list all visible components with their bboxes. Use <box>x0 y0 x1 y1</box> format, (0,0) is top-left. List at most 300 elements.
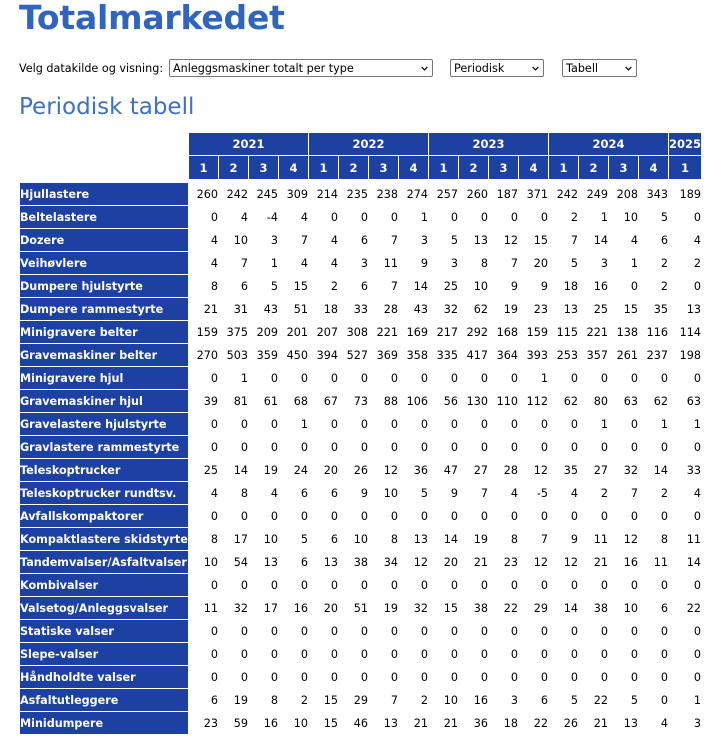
value-cell: 51 <box>279 298 308 321</box>
value-cell: 0 <box>459 367 488 390</box>
value-cell: 4 <box>279 252 308 275</box>
table-row <box>20 344 701 367</box>
value-cell: 12 <box>549 551 578 574</box>
value-cell: 0 <box>489 505 518 528</box>
row-label: Gravemaskiner hjul <box>20 390 188 413</box>
year-header: 2023 <box>429 133 548 156</box>
value-cell: 527 <box>339 344 368 367</box>
value-cell: 235 <box>339 183 368 206</box>
value-cell: 9 <box>519 275 548 298</box>
header-blank <box>20 133 188 156</box>
value-cell: 0 <box>609 436 638 459</box>
value-cell: 16 <box>249 712 278 735</box>
value-cell: 51 <box>339 597 368 620</box>
row-label: Kompaktlastere skidstyrte <box>20 528 188 551</box>
value-cell: 10 <box>429 689 458 712</box>
table-row <box>20 275 701 298</box>
value-cell: 209 <box>249 321 278 344</box>
value-cell: 7 <box>609 482 638 505</box>
value-cell: 3 <box>399 229 428 252</box>
value-cell: 0 <box>579 505 608 528</box>
value-cell: 0 <box>669 643 701 666</box>
value-cell: 270 <box>189 344 218 367</box>
value-cell: 4 <box>279 206 308 229</box>
value-cell: 208 <box>609 183 638 206</box>
table-row <box>20 183 701 206</box>
value-cell: 3 <box>339 252 368 275</box>
value-cell: 2 <box>639 252 668 275</box>
year-header: 2024 <box>549 133 668 156</box>
value-cell: 1 <box>249 252 278 275</box>
value-cell: 0 <box>189 413 218 436</box>
value-cell: 0 <box>609 620 638 643</box>
value-cell: 0 <box>219 643 248 666</box>
value-cell: 2 <box>549 206 578 229</box>
value-cell: 3 <box>579 252 608 275</box>
value-cell: 242 <box>219 183 248 206</box>
value-cell: 0 <box>249 574 278 597</box>
value-cell: 11 <box>369 252 398 275</box>
row-label: Teleskoptrucker <box>20 459 188 482</box>
value-cell: 18 <box>489 712 518 735</box>
value-cell: 12 <box>609 528 638 551</box>
value-cell: 63 <box>669 390 701 413</box>
value-cell: 245 <box>249 183 278 206</box>
value-cell: 0 <box>609 643 638 666</box>
value-cell: 28 <box>489 459 518 482</box>
value-cell: 68 <box>279 390 308 413</box>
row-label: Gravelastere hjulstyrte <box>20 413 188 436</box>
value-cell: 238 <box>369 183 398 206</box>
value-cell: 13 <box>399 528 428 551</box>
value-cell: 0 <box>339 505 368 528</box>
value-cell: 0 <box>279 620 308 643</box>
data-source-select[interactable] <box>169 59 433 77</box>
value-cell: 15 <box>309 689 338 712</box>
value-cell: 0 <box>669 574 701 597</box>
value-cell: 0 <box>399 413 428 436</box>
value-cell: 81 <box>219 390 248 413</box>
value-cell: 0 <box>459 436 488 459</box>
value-cell: 9 <box>489 275 518 298</box>
period-select[interactable] <box>450 59 544 77</box>
value-cell: 13 <box>459 229 488 252</box>
value-cell: 15 <box>519 229 548 252</box>
value-cell: 4 <box>189 482 218 505</box>
value-cell: 11 <box>669 528 701 551</box>
value-cell: 0 <box>639 574 668 597</box>
value-cell: 15 <box>309 712 338 735</box>
value-cell: 14 <box>639 459 668 482</box>
value-cell: 0 <box>219 505 248 528</box>
value-cell: 7 <box>519 528 548 551</box>
value-cell: 0 <box>219 413 248 436</box>
value-cell: 0 <box>609 275 638 298</box>
value-cell: 0 <box>669 436 701 459</box>
value-cell: 0 <box>399 367 428 390</box>
row-label: Dumpere hjulstyrte <box>20 275 188 298</box>
value-cell: 221 <box>369 321 398 344</box>
year-header: 2025 <box>669 133 701 156</box>
value-cell: 21 <box>579 551 608 574</box>
row-label: Statiske valser <box>20 620 188 643</box>
value-cell: 0 <box>429 413 458 436</box>
value-cell: 62 <box>639 390 668 413</box>
value-cell: 4 <box>669 482 701 505</box>
row-label: Minidumpere <box>20 712 188 735</box>
value-cell: 14 <box>219 459 248 482</box>
table-row <box>20 551 701 574</box>
value-cell: 63 <box>609 390 638 413</box>
value-cell: 0 <box>519 643 548 666</box>
value-cell: 7 <box>279 229 308 252</box>
value-cell: 15 <box>609 298 638 321</box>
value-cell: 0 <box>249 620 278 643</box>
value-cell: 0 <box>249 436 278 459</box>
value-cell: 0 <box>669 666 701 689</box>
value-cell: 260 <box>189 183 218 206</box>
value-cell: 13 <box>369 712 398 735</box>
value-cell: 207 <box>309 321 338 344</box>
value-cell: 138 <box>609 321 638 344</box>
quarter-header: 1 <box>669 156 701 179</box>
value-cell: 21 <box>429 712 458 735</box>
value-cell: 16 <box>279 597 308 620</box>
value-cell: 10 <box>219 229 248 252</box>
value-cell: 21 <box>189 298 218 321</box>
value-cell: 6 <box>639 597 668 620</box>
value-cell: 115 <box>549 321 578 344</box>
value-cell: 0 <box>429 620 458 643</box>
periodic-table <box>19 133 702 735</box>
value-cell: 4 <box>249 482 278 505</box>
value-cell: 3 <box>489 689 518 712</box>
value-cell: 0 <box>519 620 548 643</box>
value-cell: 15 <box>429 597 458 620</box>
value-cell: 16 <box>609 551 638 574</box>
value-cell: 10 <box>339 528 368 551</box>
value-cell: 6 <box>279 551 308 574</box>
value-cell: 0 <box>549 666 578 689</box>
quarter-header: 2 <box>219 156 248 179</box>
value-cell: 19 <box>249 459 278 482</box>
value-cell: 0 <box>339 666 368 689</box>
value-cell: 4 <box>639 712 668 735</box>
value-cell: 32 <box>609 459 638 482</box>
value-cell: 0 <box>549 505 578 528</box>
value-cell: 5 <box>549 689 578 712</box>
value-cell: 357 <box>579 344 608 367</box>
value-cell: 9 <box>339 482 368 505</box>
value-cell: 19 <box>459 528 488 551</box>
value-cell: 7 <box>369 689 398 712</box>
value-cell: 0 <box>399 505 428 528</box>
value-cell: 375 <box>219 321 248 344</box>
value-cell: 0 <box>669 620 701 643</box>
value-cell: 23 <box>519 298 548 321</box>
value-cell: 0 <box>579 666 608 689</box>
value-cell: 0 <box>249 367 278 390</box>
value-cell: 0 <box>369 413 398 436</box>
value-cell: 0 <box>189 666 218 689</box>
value-cell: 0 <box>489 413 518 436</box>
value-cell: 18 <box>549 275 578 298</box>
value-cell: 10 <box>189 551 218 574</box>
value-cell: 35 <box>549 459 578 482</box>
value-cell: 5 <box>249 275 278 298</box>
value-cell: 0 <box>459 643 488 666</box>
value-cell: 0 <box>189 505 218 528</box>
row-label: Dozere <box>20 229 188 252</box>
value-cell: 20 <box>519 252 548 275</box>
value-cell: 25 <box>189 459 218 482</box>
value-cell: 19 <box>489 298 518 321</box>
value-cell: 2 <box>639 275 668 298</box>
quarter-header: 1 <box>309 156 338 179</box>
value-cell: 8 <box>189 275 218 298</box>
quarter-header: 1 <box>429 156 458 179</box>
value-cell: 5 <box>639 206 668 229</box>
value-cell: 0 <box>639 505 668 528</box>
value-cell: 0 <box>369 620 398 643</box>
value-cell: 1 <box>279 413 308 436</box>
value-cell: 11 <box>189 597 218 620</box>
value-cell: 54 <box>219 551 248 574</box>
value-cell: 0 <box>309 643 338 666</box>
value-cell: 9 <box>429 482 458 505</box>
value-cell: 0 <box>639 689 668 712</box>
value-cell: 0 <box>189 367 218 390</box>
value-cell: 9 <box>399 252 428 275</box>
value-cell: 364 <box>489 344 518 367</box>
value-cell: 169 <box>399 321 428 344</box>
value-cell: 6 <box>309 482 338 505</box>
value-cell: 308 <box>339 321 368 344</box>
table-row <box>20 321 701 344</box>
value-cell: 38 <box>579 597 608 620</box>
value-cell: 0 <box>279 367 308 390</box>
value-cell: 0 <box>309 620 338 643</box>
value-cell: 0 <box>399 436 428 459</box>
value-cell: 5 <box>609 689 638 712</box>
value-cell: 0 <box>399 643 428 666</box>
value-cell: 0 <box>609 367 638 390</box>
value-cell: 4 <box>669 229 701 252</box>
value-cell: 9 <box>549 528 578 551</box>
value-cell: 0 <box>579 367 608 390</box>
row-label: Håndholdte valser <box>20 666 188 689</box>
value-cell: 46 <box>339 712 368 735</box>
value-cell: 26 <box>339 459 368 482</box>
value-cell: 1 <box>219 367 248 390</box>
chevron-down-icon <box>625 65 632 72</box>
value-cell: 1 <box>669 689 701 712</box>
value-cell: 0 <box>639 620 668 643</box>
value-cell: 0 <box>459 574 488 597</box>
period-select-value: Periodisk <box>454 61 505 75</box>
value-cell: 0 <box>639 367 668 390</box>
quarter-header: 1 <box>189 156 218 179</box>
value-cell: 12 <box>489 229 518 252</box>
value-cell: 1 <box>579 206 608 229</box>
row-label: Hjullastere <box>20 183 188 206</box>
value-cell: 36 <box>459 712 488 735</box>
year-header: 2022 <box>309 133 428 156</box>
value-cell: 253 <box>549 344 578 367</box>
value-cell: 292 <box>459 321 488 344</box>
value-cell: 0 <box>429 574 458 597</box>
value-cell: 6 <box>639 229 668 252</box>
value-cell: 260 <box>459 183 488 206</box>
table-row <box>20 712 701 735</box>
value-cell: 0 <box>399 620 428 643</box>
table-row <box>20 689 701 712</box>
value-cell: 43 <box>249 298 278 321</box>
year-header: 2021 <box>189 133 308 156</box>
value-cell: 13 <box>249 551 278 574</box>
value-cell: 73 <box>339 390 368 413</box>
value-cell: 3 <box>429 252 458 275</box>
value-cell: 27 <box>459 459 488 482</box>
page-title: Totalmarkedet <box>19 0 285 37</box>
table-row <box>20 206 701 229</box>
value-cell: 0 <box>369 505 398 528</box>
quarter-header: 3 <box>249 156 278 179</box>
value-cell: 14 <box>549 597 578 620</box>
value-cell: 35 <box>639 298 668 321</box>
value-cell: 187 <box>489 183 518 206</box>
value-cell: 159 <box>189 321 218 344</box>
value-cell: 11 <box>579 528 608 551</box>
value-cell: 0 <box>489 620 518 643</box>
table-row <box>20 390 701 413</box>
controls-label: Velg datakilde og visning: <box>19 61 164 75</box>
value-cell: 0 <box>279 643 308 666</box>
quarter-header: 4 <box>639 156 668 179</box>
value-cell: 29 <box>339 689 368 712</box>
value-cell: 6 <box>309 528 338 551</box>
quarter-header: 2 <box>339 156 368 179</box>
value-cell: 6 <box>339 275 368 298</box>
value-cell: 221 <box>579 321 608 344</box>
value-cell: 0 <box>339 574 368 597</box>
value-cell: 0 <box>279 666 308 689</box>
value-cell: 0 <box>339 643 368 666</box>
value-cell: 13 <box>669 298 701 321</box>
value-cell: 0 <box>459 413 488 436</box>
value-cell: 0 <box>579 574 608 597</box>
value-cell: 242 <box>549 183 578 206</box>
value-cell: 0 <box>669 505 701 528</box>
table-row <box>20 482 701 505</box>
value-cell: 159 <box>519 321 548 344</box>
value-cell: 359 <box>249 344 278 367</box>
value-cell: 0 <box>399 666 428 689</box>
value-cell: 0 <box>369 436 398 459</box>
value-cell: 4 <box>609 229 638 252</box>
value-cell: 47 <box>429 459 458 482</box>
row-label: Slepe-valser <box>20 643 188 666</box>
value-cell: 4 <box>189 229 218 252</box>
value-cell: 7 <box>459 482 488 505</box>
value-cell: 14 <box>579 229 608 252</box>
quarter-header: 3 <box>369 156 398 179</box>
value-cell: 19 <box>219 689 248 712</box>
value-cell: 0 <box>309 206 338 229</box>
value-cell: 114 <box>669 321 701 344</box>
table-row <box>20 666 701 689</box>
value-cell: 0 <box>219 574 248 597</box>
value-cell: 21 <box>399 712 428 735</box>
value-cell: 1 <box>519 367 548 390</box>
value-cell: 22 <box>519 712 548 735</box>
value-cell: 0 <box>339 436 368 459</box>
value-cell: 189 <box>669 183 701 206</box>
value-cell: 0 <box>219 436 248 459</box>
value-cell: 36 <box>399 459 428 482</box>
value-cell: 2 <box>669 252 701 275</box>
row-label: Gravlastere rammestyrte <box>20 436 188 459</box>
value-cell: 0 <box>309 666 338 689</box>
value-cell: 0 <box>279 505 308 528</box>
value-cell: 0 <box>309 413 338 436</box>
value-cell: 5 <box>399 482 428 505</box>
quarter-header: 4 <box>399 156 428 179</box>
row-label: Minigravere belter <box>20 321 188 344</box>
value-cell: 12 <box>369 459 398 482</box>
value-cell: 10 <box>279 712 308 735</box>
value-cell: 2 <box>309 275 338 298</box>
value-cell: 106 <box>399 390 428 413</box>
value-cell: 0 <box>189 643 218 666</box>
section-title: Periodisk tabell <box>19 94 195 120</box>
value-cell: 0 <box>459 206 488 229</box>
value-cell: 0 <box>219 620 248 643</box>
value-cell: 27 <box>579 459 608 482</box>
value-cell: 0 <box>489 367 518 390</box>
value-cell: 4 <box>549 482 578 505</box>
value-cell: 32 <box>219 597 248 620</box>
value-cell: 237 <box>639 344 668 367</box>
value-cell: 20 <box>309 597 338 620</box>
value-cell: 38 <box>339 551 368 574</box>
value-cell: 0 <box>579 643 608 666</box>
header-blank <box>20 156 188 179</box>
value-cell: 0 <box>489 666 518 689</box>
row-label: Asfaltutleggere <box>20 689 188 712</box>
quarter-header: 2 <box>579 156 608 179</box>
quarter-header: 3 <box>489 156 518 179</box>
value-cell: 0 <box>189 574 218 597</box>
value-cell: 0 <box>339 206 368 229</box>
value-cell: 8 <box>369 528 398 551</box>
value-cell: 0 <box>189 436 218 459</box>
value-cell: 0 <box>489 206 518 229</box>
quarter-header: 4 <box>519 156 548 179</box>
value-cell: 0 <box>309 505 338 528</box>
value-cell: 10 <box>609 597 638 620</box>
value-cell: 110 <box>489 390 518 413</box>
value-cell: 1 <box>399 206 428 229</box>
value-cell: 15 <box>279 275 308 298</box>
value-cell: 0 <box>399 574 428 597</box>
view-select[interactable] <box>562 59 637 77</box>
value-cell: 0 <box>489 574 518 597</box>
value-cell: 198 <box>669 344 701 367</box>
table-row <box>20 643 701 666</box>
value-cell: 261 <box>609 344 638 367</box>
value-cell: 14 <box>429 528 458 551</box>
